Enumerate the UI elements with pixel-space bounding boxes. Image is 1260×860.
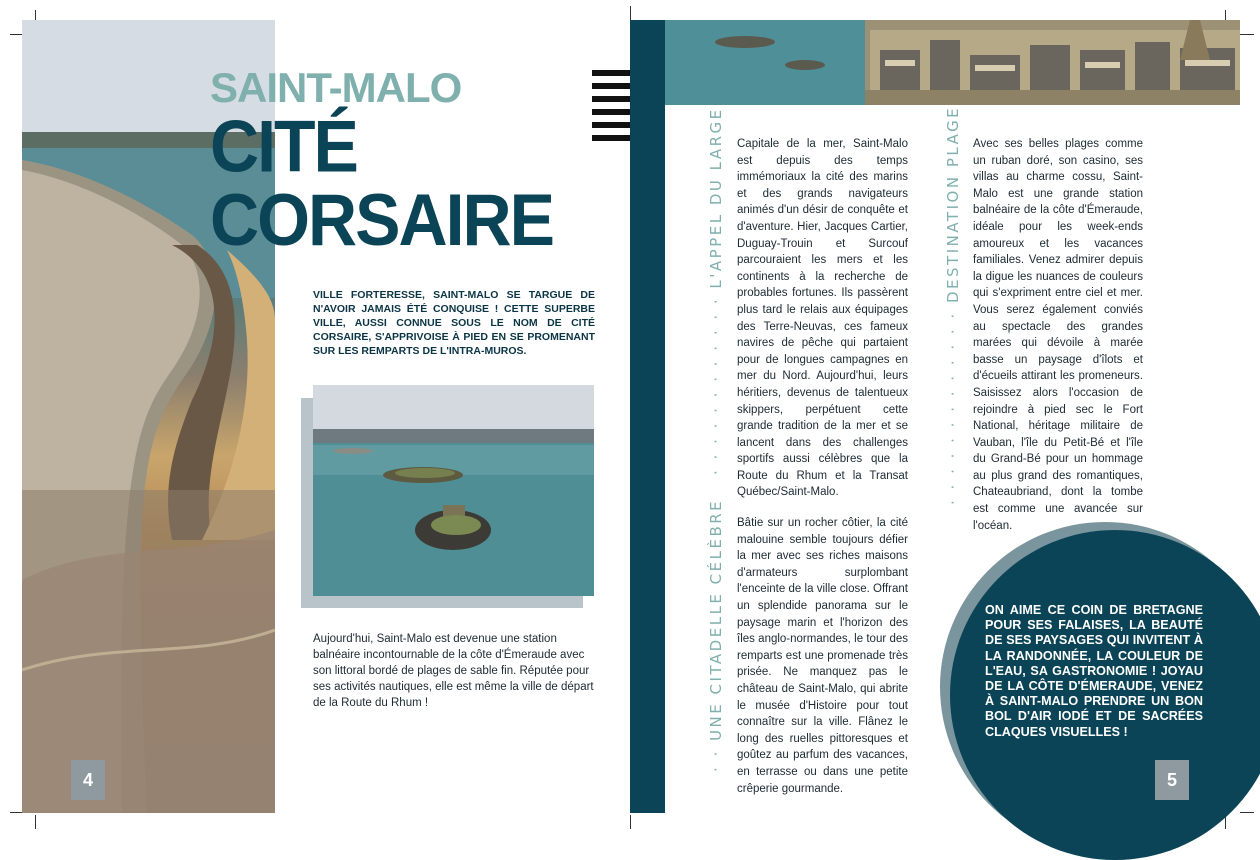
column-2 <box>973 136 1143 548</box>
crop-mark <box>1240 812 1254 813</box>
intro-paragraph: VILLE FORTERESSE, SAINT-MALO SE TARGUE DE N'AVOIR JAMAIS ÉTÉ CONQUISE ! CETTE SUPERBE VILLE, AUSSI CONNUE SOUS LE NOM DE CITÉ CORSAIRE, S'APPRIVOISE À PIED EN SE PROMENANT SUR LES REMPARTS DE L'INTRA-MUROS. <box>313 289 595 357</box>
side-label-text: DESTINATION PLAGE <box>944 105 962 304</box>
paragraph-appel-du-large: Capitale de la mer, Saint-Malo est depuis des temps immémoriaux la cité des marins et des grands navigateurs animés d'un désir de conquête et d'aventure. Hier, Jacques Cartier, Duguay-Trouin et Surcouf parcouraient les mers et les continents à la recherche de probables fortunes. Ils passèrent plus tard le relais aux équipages des Terre-Neuvas, ces fameux navires de pêche qui partaient pour de longues campagnes en mer du Nord. Aujourd'hui, leurs héritiers, devenus de talentueux skippers, perpétuent cette grande tradition de la mer et se lancent dans des challenges sportifs aussi célèbres que la Route du Rhum et la Transat Québec/Saint-Malo. <box>737 138 908 499</box>
city-panorama-photo <box>665 20 1240 105</box>
side-label-text: UNE CITADELLE CÉLÈBRE <box>707 498 725 741</box>
quote-text: ON AIME CE COIN DE BRETAGNE POUR SES FALAISES, LA BEAUTÉ DE SES PAYSAGES QUI INVITENT À LA RANDONNÉE, LA COULEUR DE L'EAU, SA GASTRONOMIE ! JOYAU DE LA CÔTE D'ÉMERAUDE, VENEZ À SAINT-MALO PRENDRE UN BON BOL D'AIR IODÉ ET DE SACRÉES CLAQUES VISUELLES ! <box>985 603 1203 739</box>
title-line-cite: CITÉ <box>210 105 357 188</box>
side-label-text: L'APPEL DU LARGE <box>707 107 725 289</box>
page-number-right: 5 <box>1155 760 1189 800</box>
title-line-corsaire: CORSAIRE <box>210 179 553 262</box>
crop-mark <box>35 815 36 829</box>
column-1 <box>737 136 908 811</box>
crop-mark <box>1240 34 1254 35</box>
crop-mark <box>630 815 631 829</box>
title-cite-corsaire <box>210 105 553 262</box>
aerial-island-photo <box>313 385 594 596</box>
spine-band <box>630 20 665 813</box>
paragraph-destination-plage: Avec ses belles plages comme un ruban doré, son casino, ses villas au charme cossu, Saint-Malo est une grande station balnéaire de la côte d'Émeraude, idéale pour les week-ends amoureux et les vacances familiales. Venez admirer depuis la digue les nuances de couleurs qui s'expriment entre ciel et mer. Vous serez également conviés au spectacle des grandes marées qui dévoile à marée basse un paysage d'îlots et d'écueils attirant les promeneurs. Saisissez alors l'occasion de rejoindre à pied sec le Fort National, héritage militaire de Vauban, l'île du Petit-Bé et l'île du Grand-Bé pour un hommage au plus grand des romantiques, Chateaubriand, dont la tombe est comme une avancée sur l'océan. <box>973 138 1143 532</box>
title-saint-malo: SAINT-MALO <box>210 64 462 111</box>
side-label-citadelle: · · UNE CITADELLE CÉLÈBRE <box>707 498 725 772</box>
side-label-appel-du-large: · · · · · · · · · · · · L'APPEL DU LARGE <box>707 107 725 475</box>
crop-mark <box>630 6 631 20</box>
left-body-text: Aujourd'hui, Saint-Malo est devenue une station balnéaire incontournable de la côte d'Émeraude avec son littoral bordé de plages de sable fin. Réputée pour ses activités nautiques, elle est même la ville de départ de la Route du Rhum ! <box>313 633 594 709</box>
decorative-stripes <box>592 70 630 142</box>
side-label-destination-plage: · · · · · · · · · · · · · DESTINATION PLAGE <box>944 105 962 505</box>
paragraph-citadelle: Bâtie sur un rocher côtier, la cité malouine semble toujours défier la mer avec ses riches maisons d'armateurs surplombant l'enceinte de la ville close. Offrant un splendide panorama sur le paysage marin et l'horizon des îles anglo-normandes, le tour des remparts est une promenade très prisée. Ne manquez pas le château de Saint-Malo, qui abrite le musée d'Histoire pour tout connaître sur la ville. Flânez le long des ruelles pittoresques et goûtez au parfum des vacances, en terrasse ou dans une petite crêperie gourmande. <box>737 517 908 795</box>
page-number-left: 4 <box>71 760 105 800</box>
